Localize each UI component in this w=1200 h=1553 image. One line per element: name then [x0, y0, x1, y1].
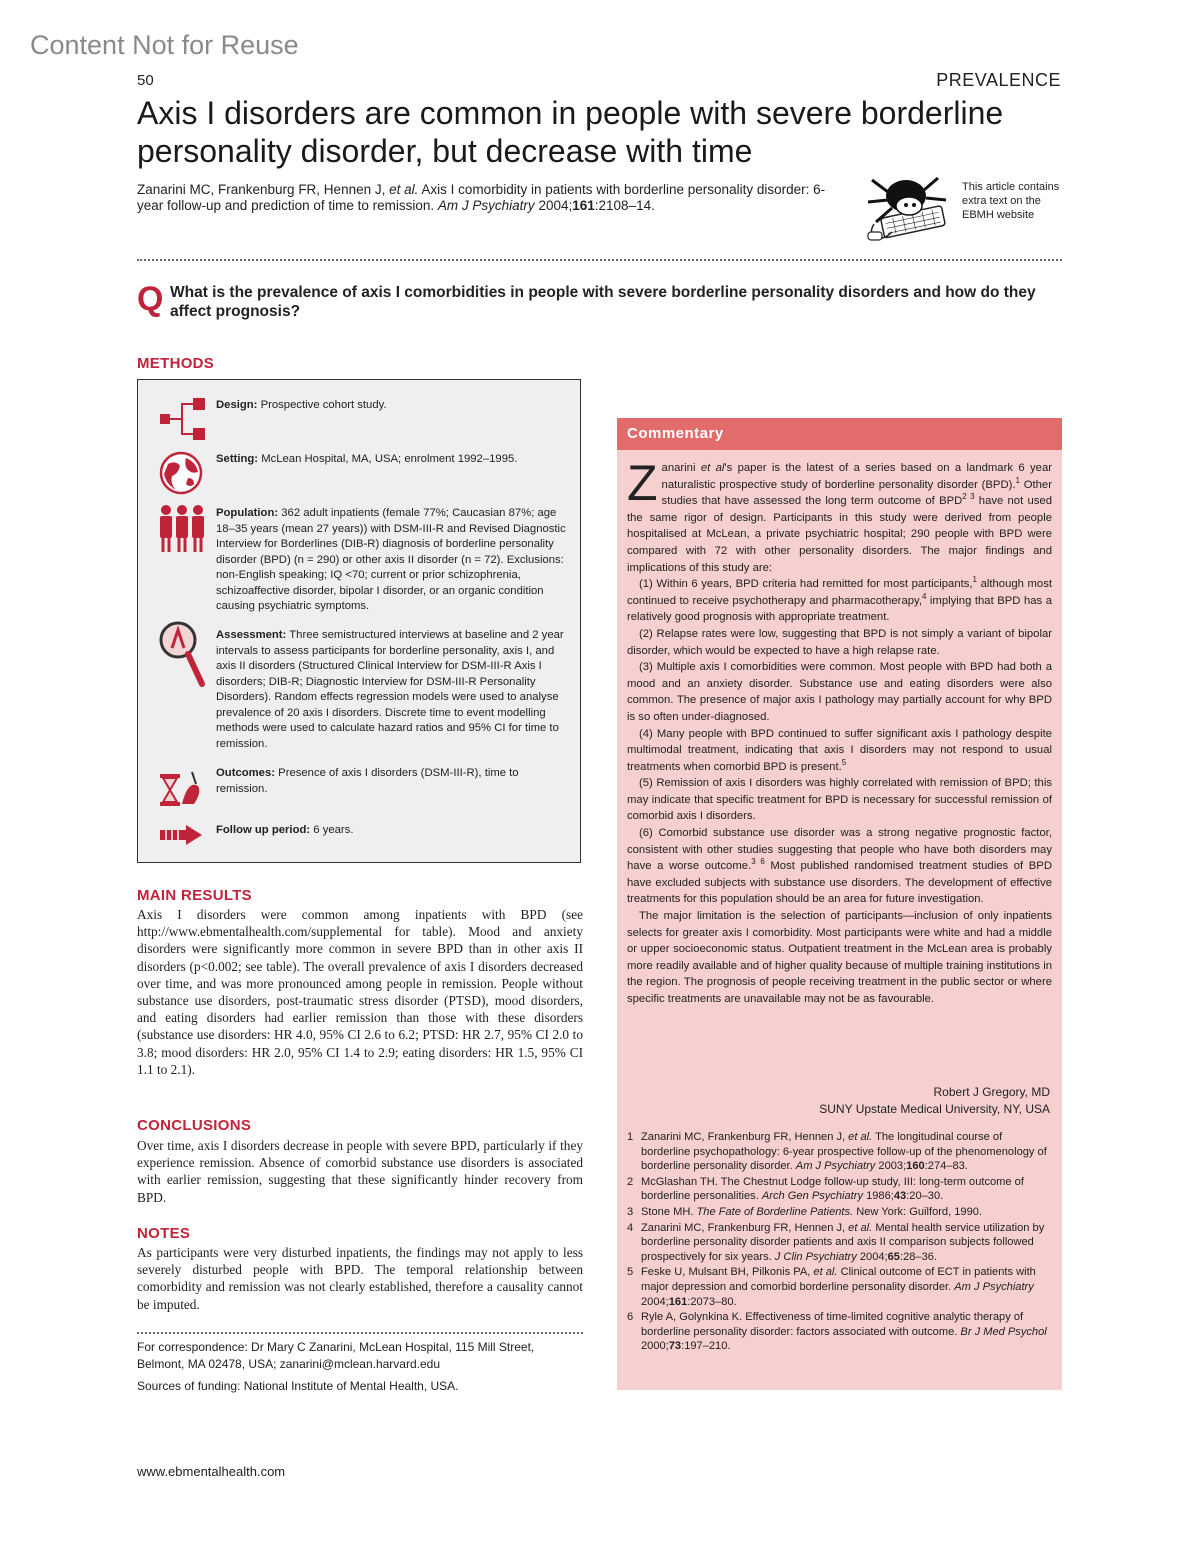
page-title: Axis I disorders are common in people with severe borderline personality disorder, but decrease with time: [137, 95, 1004, 169]
watermark: Content Not for Reuse: [30, 30, 299, 60]
notes-text: As participants were very disturbed inpatients, the findings may not apply to less severely disturbed people with BPD. The temporal relationship between comorbidity and remission was not clearly established, therefore a causality cannot be imputed.: [137, 1245, 583, 1312]
method-population: Population: 362 adult inpatients (female 77%; Caucasian 87%; age 18–35 years (mean 27 years)) with DSM-III-R and Revised Diagnostic Interview for Borderlines (DIB-R) diagnosis of borderline personality disorder (BPD) (n = 290) or other axis II disorder (n = 72). Exclusions: non-English speaking; IQ <70; current or prior schizophrenia, schizoaffective disorder, bipolar I disorder, or an organic condition causing psychiatric symptoms.: [216, 507, 566, 612]
method-setting: Setting: McLean Hospital, MA, USA; enrolment 1992–1995.: [216, 453, 518, 465]
reference-item: 3 Stone MH. The Fate of Borderline Patients. New York: Guilford, 1990.: [627, 1205, 983, 1218]
setting-globe-icon: [158, 450, 204, 496]
commentary-author: [750, 1084, 1050, 1117]
conclusions-text: Over time, axis I disorders decrease in people with severe BPD, particularly if they experience remission. Absence of comorbid substance use disorders is associated with earlier remission, suggesting that these significantly hinder recovery from BPD.: [137, 1138, 583, 1205]
commentary-paragraph: (1) Within 6 years, BPD criteria had remitted for most participants,$^1$ although most continued to receive psychotherapy and pharmacotherapy,$^4$ implying that BPD has a relatively good prognosis with appropriate treatment.: [627, 575, 1052, 624]
assessment-magnifier-icon: [158, 620, 206, 690]
design-flowchart-icon: [158, 394, 208, 442]
footer-url: www.ebmentalhealth.com: [137, 1464, 286, 1479]
commentary-header: [617, 418, 1062, 450]
commentary-panel: [617, 418, 1062, 1390]
method-assessment: Assessment: Three semistructured interviews at baseline and 2 year intervals to assess participants for borderline personality, axis I, and axis II disorders (Structured Clinical Interview for DSM-III-R Axis I disorders; DIB-R; Diagnostic Interview for DSM-III-R Personality Disorders). Random effects regression models were used to analyse prevalence of 20 axis I disorders. Discrete time to event modelling methods were used to calculate hazard ratios and 95% CI for time to remission.: [216, 629, 564, 750]
ebmh-note: This article contains extra text on the EBMH website: [962, 181, 1060, 221]
citation-journal: Am J Psychiatry: [437, 198, 535, 213]
author-affiliation: SUNY Upstate Medical University, NY, USA: [819, 1101, 1050, 1116]
question-mark-q: Q: [137, 280, 164, 318]
author-name: Robert J Gregory, MD: [933, 1085, 1050, 1099]
methods-box: [137, 379, 581, 863]
commentary-dropcap: Z: [627, 455, 658, 511]
reference-item: 2 McGlashan TH. The Chestnut Lodge follow-up study, III: long-term outcome of borderline personalities. Arch Gen Psychiatry 1986;43:20–30.: [627, 1175, 1024, 1203]
ebmh-spider-computer-icon: [862, 172, 952, 244]
commentary-body: [627, 455, 1052, 1008]
citation-pages: :2108–14.: [594, 198, 655, 213]
notes-heading: NOTES: [137, 1225, 191, 1242]
divider-correspondence: [137, 1332, 583, 1334]
commentary-paragraph: (2) Relapse rates were low, suggesting that BPD is not simply a variant of bipolar disorder, which would be expected to have a high relapse rate.: [627, 627, 1052, 657]
method-outcomes: Outcomes: Presence of axis I disorders (DSM-III-R), time to remission.: [216, 767, 519, 795]
reference-item: 6 Ryle A, Golynkina K. Effectiveness of time-limited cognitive analytic therapy of borderline personality disorder: factors associated with outcome. Br J Med Psychol 2000;73:197–210.: [627, 1311, 1047, 1353]
citation-etal: et al.: [389, 182, 419, 197]
outcomes-hourglass-icon: [158, 770, 206, 810]
funding: Sources of funding: National Institute of Mental Health, USA.: [137, 1379, 459, 1393]
population-people-icon: [158, 504, 206, 554]
commentary-paragraph: (4) Many people with BPD continued to suffer significant axis I pathology despite multimodal treatment, indicating that axis I disorders may not respond to usual treatments when comorbid BPD is present.$^5$: [627, 727, 1052, 773]
page-number: 50: [137, 72, 154, 89]
citation-volume: 161: [572, 198, 595, 213]
citation-article: Axis I comorbidity in patients with borderline personality disorder: 6-year follow-up and prediction of time to remission.: [137, 182, 826, 213]
correspondence: For correspondence: Dr Mary C Zanarini, McLean Hospital, 115 Mill Street, Belmont, MA 02478, USA; zanarini@mclean.harvard.edu: [137, 1340, 535, 1371]
method-design: Design: Prospective cohort study.: [216, 399, 387, 411]
citation: [137, 182, 827, 214]
main-results-text: Axis I disorders were common among inpatients with BPD (see http://www.ebmentalhealth.com/supplemental for table). Mood and anxiety disorders were significantly more common in severe BPD than in other axis II disorders (p<0.002; see table). The overall prevalence of axis I disorders decreased over time, and was more pronounced among people in remission. People without substance use disorders, post-traumatic stress disorder (PTSD), mood disorders, and eating disorders had earlier remission than those with these disorders (substance use disorders: HR 4.0, 95% CI 2.6 to 6.2; PTSD: HR 2.7, 95% CI 2.0 to 3.8; mood disorders: HR 2.0, 95% CI 1.4 to 2.9; eating disorders: HR 1.5, 95% CI 1.1 to 2.1).: [137, 907, 583, 1077]
conclusions-heading: CONCLUSIONS: [137, 1117, 252, 1134]
divider-top: [137, 259, 1062, 261]
citation-authors: Zanarini MC, Frankenburg FR, Hennen J,: [137, 182, 386, 197]
main-results-heading: MAIN RESULTS: [137, 887, 252, 904]
question-text: What is the prevalence of axis I comorbidities in people with severe borderline personality disorders and how do they affect prognosis?: [170, 284, 1036, 320]
commentary-heading: Commentary: [627, 425, 724, 442]
commentary-paragraph: Zanarini et al's paper is the latest of a series based on a landmark 6 year naturalistic prospective study of borderline personality disorder (BPD).$^1$ Other studies that have assessed the long term outcome of $BPD^{2 3}$ have not used the same rigor of design. Participants in this study were derived from people hospitalised at McLean, a private psychiatric hospital; 290 people with BPD were compared with 72 with other personality disorders. The major findings and implications of this study are:: [627, 455, 1052, 574]
commentary-paragraph: The major limitation is the selection of participants—inclusion of only inpatients selects for greater axis I comorbidity. Most participants were white and had a middle or upper socioeconomic status. Outpatient treatment in the McLean area is probably more readily available and of higher quality because of multiple training institutions in the region. The prognosis of people receiving treatment in the public sector or where specific treatments are unavailable may not be as favourable.: [627, 910, 1052, 1005]
reference-item: 5 Feske U, Mulsant BH, Pilkonis PA, et al. Clinical outcome of ECT in patients with major depression and comorbid borderline personality disorder. Am J Psychiatry 2004;161:2073–80.: [627, 1266, 1036, 1308]
reference-item: 1 Zanarini MC, Frankenburg FR, Hennen J, et al. The longitudinal course of borderline psychopathology: 6-year prospective follow-up of the phenomenology of borderline personality disorder. Am J Psychiatry 2003;160:274–83.: [627, 1131, 1047, 1173]
commentary-paragraph: (6) Comorbid substance use disorder was a strong negative prognostic factor, consistent with other studies suggesting that people who have both disorders may have a worse outcome.$^{3 6}$ Most published randomised treatment studies of BPD have excluded subjects with substance use disorders. The development of effective treatments for this population should be an area for future investigation.: [627, 827, 1052, 906]
method-follow-up: Follow up period: 6 years.: [216, 824, 354, 836]
commentary-paragraph: (3) Multiple axis I comorbidities were common. Most people with BPD had both a mood and an anxiety disorder. Substance use and eating disorders were also common. The presence of major axis I pathology may partially account for why BPD is so often under-diagnosed.: [627, 661, 1052, 723]
followup-arrow-icon: [158, 824, 204, 846]
citation-year: 2004;: [538, 198, 573, 213]
reference-list: [627, 1130, 1052, 1355]
section-label: PREVALENCE: [936, 70, 1061, 90]
methods-heading: METHODS: [137, 355, 215, 372]
reference-item: 4 Zanarini MC, Frankenburg FR, Hennen J, et al. Mental health service utilization by borderline personality disorder patients and axis II comparison subjects followed prospectively for six years. J Clin Psychiatry 2004;65:28–36.: [627, 1221, 1045, 1263]
commentary-paragraph: (5) Remission of axis I disorders was highly correlated with remission of BPD; this may indicate that specific treatment for BPD is necessary for successful remission of comorbid axis I disorders.: [627, 777, 1052, 823]
